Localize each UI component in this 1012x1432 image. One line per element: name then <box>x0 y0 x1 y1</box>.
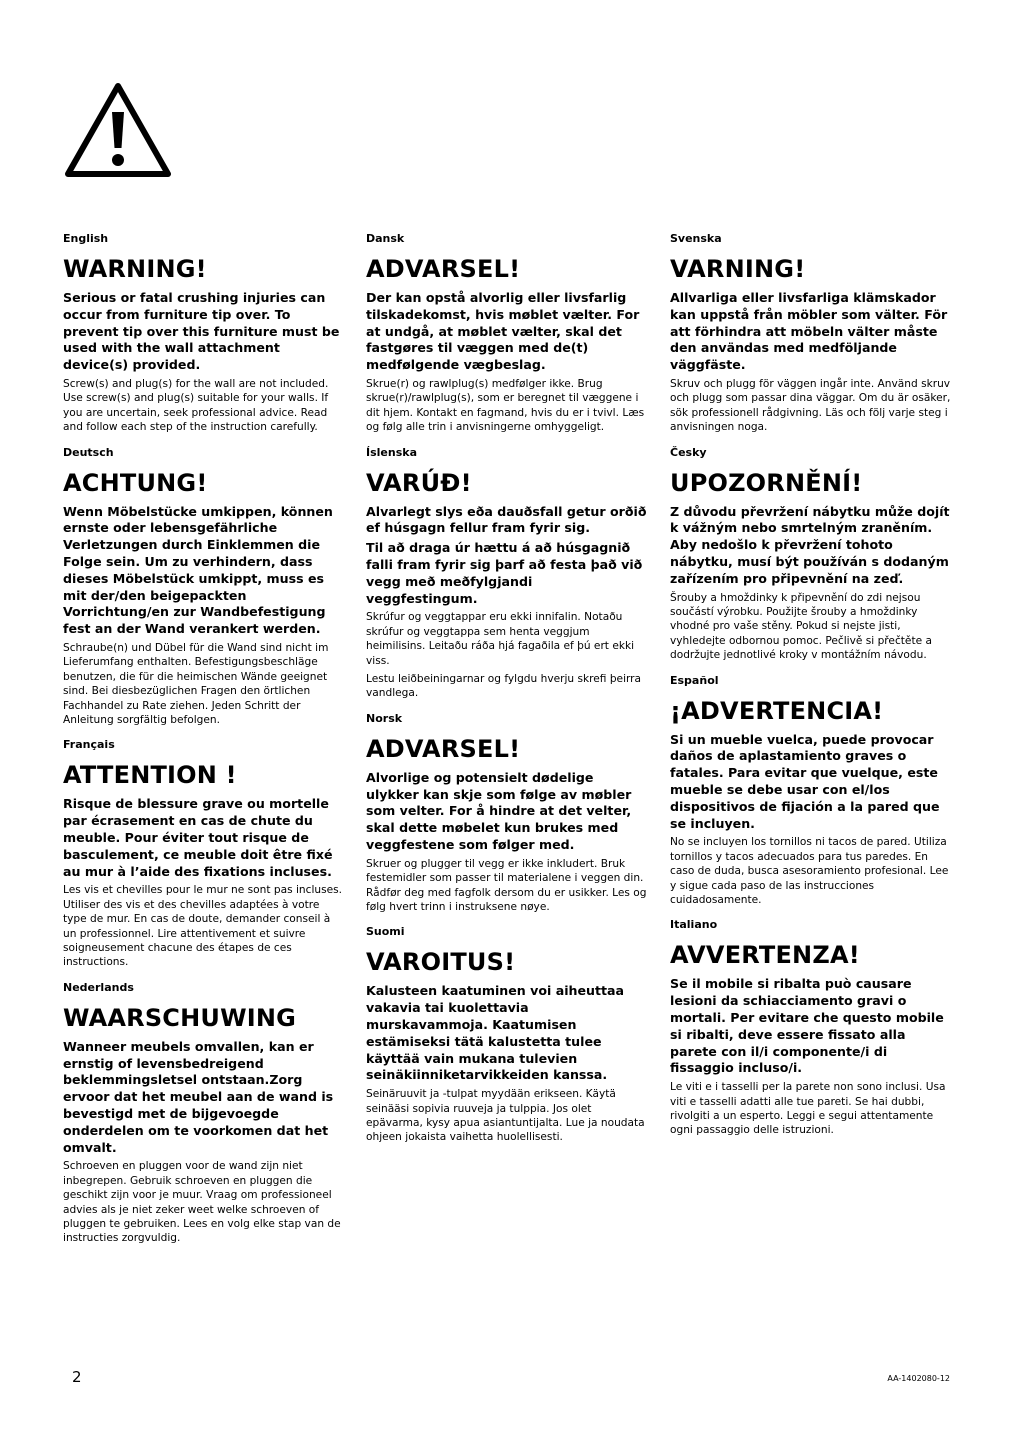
warning-section <box>366 925 648 1144</box>
language-label: Español <box>670 673 719 687</box>
warning-lead-text: Se il mobile si ribalta può causare lesioni da schiacciamento gravi o mortali. Per evitare che questo mobile si ribalti, deve essere fissato alla parete con il/i componente/i di fissaggio incluso/i. <box>670 976 944 1076</box>
warning-heading: ATTENTION ! <box>63 761 237 790</box>
warning-lead-text: Allvarliga eller livsfarliga klämskador kan uppstå från möbler som välter. För att förhindra att möbeln välter måste den användas med medföljande väggfäste. <box>670 290 948 373</box>
language-label: Nederlands <box>63 980 134 994</box>
language-label: Dansk <box>366 232 405 245</box>
warning-lead-text: Risque de blessure grave ou mortelle par écrasement en cas de chute du meuble. Pour éviter tout risque de basculement, ce meuble doit être fixé au mur à l’aide des fixations incluses. <box>63 796 333 879</box>
warning-triangle-icon <box>62 80 174 180</box>
warning-body-text: Lestu leiðbeiningarnar og fylgdu hverju skrefi þeirra vandlega. <box>366 673 642 700</box>
language-label: English <box>63 232 109 245</box>
warning-body-text: Skruv och plugg för väggen ingår inte. Använd skruv och plugg som passar dina väggar. Om du är osäker, sök professionell rådgivning. Läs och följ varje steg i anvisningen noga. <box>670 377 951 434</box>
warning-body-text: Seinäruuvit ja -tulpat myydään erikseen. Käytä seinääsi sopivia ruuveja ja tulppia. Jos olet epävarma, kysy apua asiantuntijalta. Lue ja noudata ohjeen jokaista vaihetta huolellisesti. <box>366 1088 645 1144</box>
warning-body-text: Schraube(n) und Dübel für die Wand sind nicht im Lieferumfang enthalten. Befestigungsbeschläge benutzen, die für die heimischen Wände geeignet sind. Bei diesbezüglichen Fragen den örtlichen Fachhandel zu Rate ziehen. Jeden Schritt der Anleitung sorgfältig befolgen. <box>63 641 329 727</box>
warning-section <box>366 446 648 701</box>
warning-body-text: No se incluyen los tornillos ni tacos de pared. Utiliza tornillos y tacos adecuados para tus paredes. En caso de duda, busca asesoramiento profesional. Lee y sigue cada paso de las instrucciones cuidadosamente. <box>670 836 949 907</box>
column-2 <box>366 232 648 1156</box>
warning-heading: WARNING! <box>63 255 207 283</box>
language-label: Suomi <box>366 925 405 939</box>
warning-section <box>63 738 345 969</box>
warning-section <box>670 446 952 663</box>
warning-section <box>63 981 345 1246</box>
warning-section <box>63 446 345 728</box>
column-3 <box>670 232 952 1149</box>
language-label: Norsk <box>366 711 403 725</box>
warning-lead-text: Wenn Möbelstücke umkippen, können ernste oder lebensgefährliche Verletzungen durch Einklemmen die Folge sein. Um zu verhindern, dass dieses Möbelstück umkippt, muss es mit der/den beigepackten Vorrichtung/en zur Wandbefestigung fest an der Wand verankert werden. <box>63 503 333 637</box>
warning-lead-text: Z důvodu převržení nábytku může dojít k vážným nebo smrtelným zraněním. Aby nedošlo k převržení tohoto nábytku, musí být používán s dodaným zařízením pro připevnění na zeď. <box>670 503 950 586</box>
warning-section <box>670 918 952 1137</box>
warning-section <box>366 232 648 435</box>
warning-body-text: Le viti e i tasselli per la parete non sono inclusi. Usa viti e tasselli adatti alle tue pareti. Se hai dubbi, rivolgiti a un esperto. Leggi e segui attentamente ogni passaggio delle istruzioni. <box>670 1081 946 1137</box>
page-number: 2 <box>72 1368 82 1386</box>
language-label: Deutsch <box>63 445 114 459</box>
warning-heading: ACHTUNG! <box>63 468 208 497</box>
warning-section <box>670 674 952 908</box>
warning-heading: ADVARSEL! <box>366 734 521 763</box>
warning-body-text: Skruer og plugger til vegg er ikke inkludert. Bruk festemidler som passer til materialene i veggen din. Rådfør deg med fagfolk dersom du er usikker. Les og følg hvert trinn i instruksene nøye. <box>366 857 647 914</box>
warning-lead-text: Si un mueble vuelca, puede provocar daños de aplastamiento graves o fatales. Para evitar que vuelque, este mueble se debe usar con el/los dispositivos de fijación a la pared que se incluyen. <box>670 731 940 831</box>
warning-body-text: Skrúfur og veggtappar eru ekki innifalin. Notaðu skrúfur og veggtappa sem henta veggjum heimilisins. Leitaðu ráða hjá fagaðila ef þú ert ekki viss. <box>366 611 635 667</box>
warning-body-text: Screw(s) and plug(s) for the wall are not included. Use screw(s) and plug(s) suitable for your walls. If you are uncertain, seek professional advice. Read and follow each step of the instruction carefully. <box>63 377 329 434</box>
warning-lead-text: Til að draga úr hættu á að húsgagnið falli fram fyrir sig þarf að festa það við vegg með meðfylgjandi veggfestingum. <box>366 540 643 606</box>
warning-heading: ¡ADVERTENCIA! <box>670 696 884 725</box>
warning-lead-text: Alvorlige og potensielt dødelige ulykker kan skje som følge av møbler som velter. For å hindre at det velter, skal dette møbelet kun brukes med veggfestene som følger med. <box>366 769 632 853</box>
warning-heading: VARÚÐ! <box>366 468 472 497</box>
warning-heading: AVVERTENZA! <box>670 941 860 970</box>
language-label: Íslenska <box>366 445 417 459</box>
warning-section <box>366 712 648 915</box>
document-code: AA-1402080-12 <box>887 1374 950 1383</box>
warning-heading: VARNING! <box>670 255 806 283</box>
warning-lead-text: Alvarlegt slys eða dauðsfall getur orðið ef húsgagn fellur fram fyrir sig. <box>366 503 647 536</box>
warning-body-text: Les vis et chevilles pour le mur ne sont pas incluses. Utiliser des vis et des chevilles adaptées à votre type de mur. En cas de doute, demander conseil à un professionnel. Lire attentivement et suivre soigneusement chacune des étapes de ces instructions. <box>63 884 343 969</box>
warning-lead-text: Serious or fatal crushing injuries can occur from furniture tip over. To prevent tip over this furniture must be used with the wall attachment device(s) provided. <box>63 290 340 373</box>
warning-section <box>63 232 345 435</box>
warning-body-text: Šrouby a hmoždinky k připevnění do zdi nejsou součástí výrobku. Použijte šrouby a hmoždinky vhodné pro vaše stěny. Pokud si nejste jisti, vyhledejte odbornou pomoc. Pečlivě si přečtěte a dodržujte jednotlivé kroky v montážním návodu. <box>670 591 932 662</box>
warning-body-text: Schroeven en pluggen voor de wand zijn niet inbegrepen. Gebruik schroeven en pluggen die geschikt zijn voor je muur. Vraag om professioneel advies als je niet zeker weet welke schroeven of pluggen te gebruiken. Lees en volg elke stap van de instructies zorgvuldig. <box>63 1160 341 1245</box>
warning-heading: UPOZORNĚNÍ! <box>670 468 863 497</box>
column-1 <box>63 232 345 1257</box>
language-label: Français <box>63 738 115 752</box>
warning-lead-text: Wanneer meubels omvallen, kan er ernstig of levensbedreigend beklemmingsletsel ontstaan.Zorg ervoor dat het meubel aan de wand is bevestigd met de bijgevoegde onderdelen om te voorkomen dat het omvalt. <box>63 1038 334 1155</box>
warning-heading: WAARSCHUWING <box>63 1003 297 1032</box>
language-label: Svenska <box>670 232 722 245</box>
warning-heading: VAROITUS! <box>366 948 516 977</box>
language-label: Česky <box>670 445 707 459</box>
language-label: Italiano <box>670 918 718 932</box>
warning-lead-text: Kalusteen kaatuminen voi aiheuttaa vakavia tai kuolettavia murskavammoja. Kaatumisen estämiseksi tätä kalustetta tulee käyttää vain mukana tulevien seinäkiinniketarvikkeiden kanssa. <box>366 983 625 1083</box>
warning-heading: ADVARSEL! <box>366 255 521 283</box>
warning-section <box>670 232 952 435</box>
warning-body-text: Skrue(r) og rawlplug(s) medfølger ikke. Brug skrue(r)/rawlplug(s), som er beregnet til væggene i dit hjem. Kontakt en fagmand, hvis du er i tvivl. Læs og følg alle trin i anvisningerne omhyggeligt. <box>366 377 645 434</box>
warning-lead-text: Der kan opstå alvorlig eller livsfarlig tilskadekomst, hvis møblet vælter. For at undgå, at møblet vælter, skal det fastgøres til væggen med de(t) medfølgende vægbeslag. <box>366 290 640 373</box>
